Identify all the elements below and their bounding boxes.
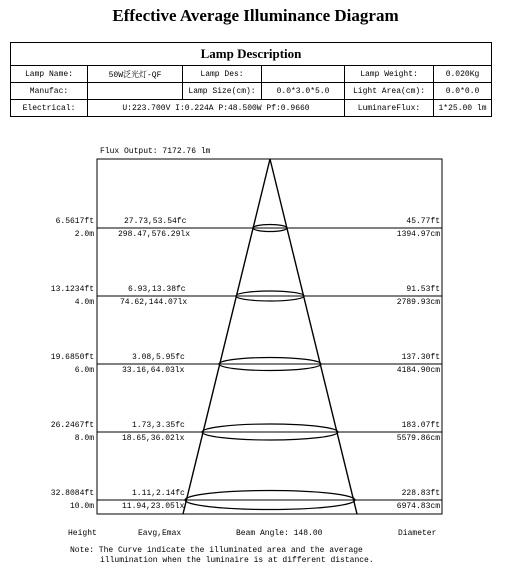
eavg-fc-label: 1.11,2.14fc xyxy=(132,489,185,498)
lamp-description-header: Lamp Description xyxy=(11,43,492,66)
height-ft-label: 32.8084ft xyxy=(50,489,94,498)
electrical-value: U:223.700V I:0.224A P:48.500W Pf:0.9660 xyxy=(88,100,345,117)
eavg-lx-label: 298.47,576.29lx xyxy=(118,230,191,239)
diameter-cm-label: 5579.86cm xyxy=(396,434,440,443)
eavg-lx-label: 74.62,144.07lx xyxy=(120,298,188,307)
lamp-name-label: Lamp Name: xyxy=(11,66,88,83)
diameter-axis-label: Diameter xyxy=(398,529,437,538)
height-axis-label: Height xyxy=(68,529,97,538)
eavg-fc-label: 1.73,3.35fc xyxy=(132,421,185,430)
diameter-cm-label: 6974.83cm xyxy=(396,502,440,511)
height-m-label: 10.0m xyxy=(69,502,94,511)
manufac-label: Manufac: xyxy=(11,83,88,100)
eavg-fc-label: 6.93,13.38fc xyxy=(128,285,186,294)
light-area-value: 0.0*0.0 xyxy=(434,83,492,100)
diameter-ft-label: 183.07ft xyxy=(401,421,440,430)
note-line-1: Note: The Curve indicate the illuminated area and the average xyxy=(70,546,363,555)
lamp-weight-value: 0.020Kg xyxy=(434,66,492,83)
eavg-lx-label: 18.65,36.02lx xyxy=(122,434,185,443)
height-m-label: 2.0m xyxy=(74,230,94,239)
height-ft-label: 6.5617ft xyxy=(55,217,94,226)
eavg-fc-label: 27.73,53.54fc xyxy=(124,217,187,226)
beam-left-edge xyxy=(183,159,270,514)
eavg-axis-label: Eavg,Emax xyxy=(138,529,182,538)
diameter-cm-label: 2789.93cm xyxy=(396,298,440,307)
eavg-lx-label: 11.94,23.05lx xyxy=(122,502,185,511)
luminaire-flux-label: LuminareFlux: xyxy=(345,100,434,117)
height-m-label: 8.0m xyxy=(74,434,94,443)
diameter-ft-label: 228.83ft xyxy=(401,489,440,498)
lamp-name-value: 50W泛光灯-QF xyxy=(88,66,183,83)
lamp-des-label: Lamp Des: xyxy=(183,66,262,83)
diameter-ft-label: 45.77ft xyxy=(406,217,440,226)
height-m-label: 6.0m xyxy=(74,366,94,375)
eavg-fc-label: 3.08,5.95fc xyxy=(132,353,185,362)
height-m-label: 4.0m xyxy=(74,298,94,307)
beam-right-edge xyxy=(270,159,357,514)
diagram-title: Effective Average Illuminance Diagram xyxy=(112,6,399,25)
diameter-ft-label: 91.53ft xyxy=(406,285,440,294)
diameter-cm-label: 4184.90cm xyxy=(396,366,440,375)
luminaire-flux-value: 1*25.00 lm xyxy=(434,100,492,117)
height-ft-label: 26.2467ft xyxy=(50,421,94,430)
note-line-2: illumination when the luminaire is at different distance. xyxy=(100,556,374,565)
diagram-frame xyxy=(97,159,442,514)
lamp-size-label: Lamp Size(cm): xyxy=(183,83,262,100)
flux-output-label: Flux Output: 7172.76 lm xyxy=(100,147,211,156)
height-ft-label: 13.1234ft xyxy=(50,285,94,294)
lamp-weight-label: Lamp Weight: xyxy=(345,66,434,83)
eavg-lx-label: 33.16,64.03lx xyxy=(122,366,185,375)
diameter-ft-label: 137.30ft xyxy=(401,353,440,362)
beam-angle-label: Beam Angle: 148.00 xyxy=(236,529,323,538)
lamp-size-value: 0.0*3.0*5.0 xyxy=(262,83,345,100)
electrical-label: Electrical: xyxy=(11,100,88,117)
diagram-note xyxy=(70,546,374,566)
light-area-label: Light Area(cm): xyxy=(345,83,434,100)
diameter-cm-label: 1394.97cm xyxy=(396,230,440,239)
height-ft-label: 19.6850ft xyxy=(50,353,94,362)
